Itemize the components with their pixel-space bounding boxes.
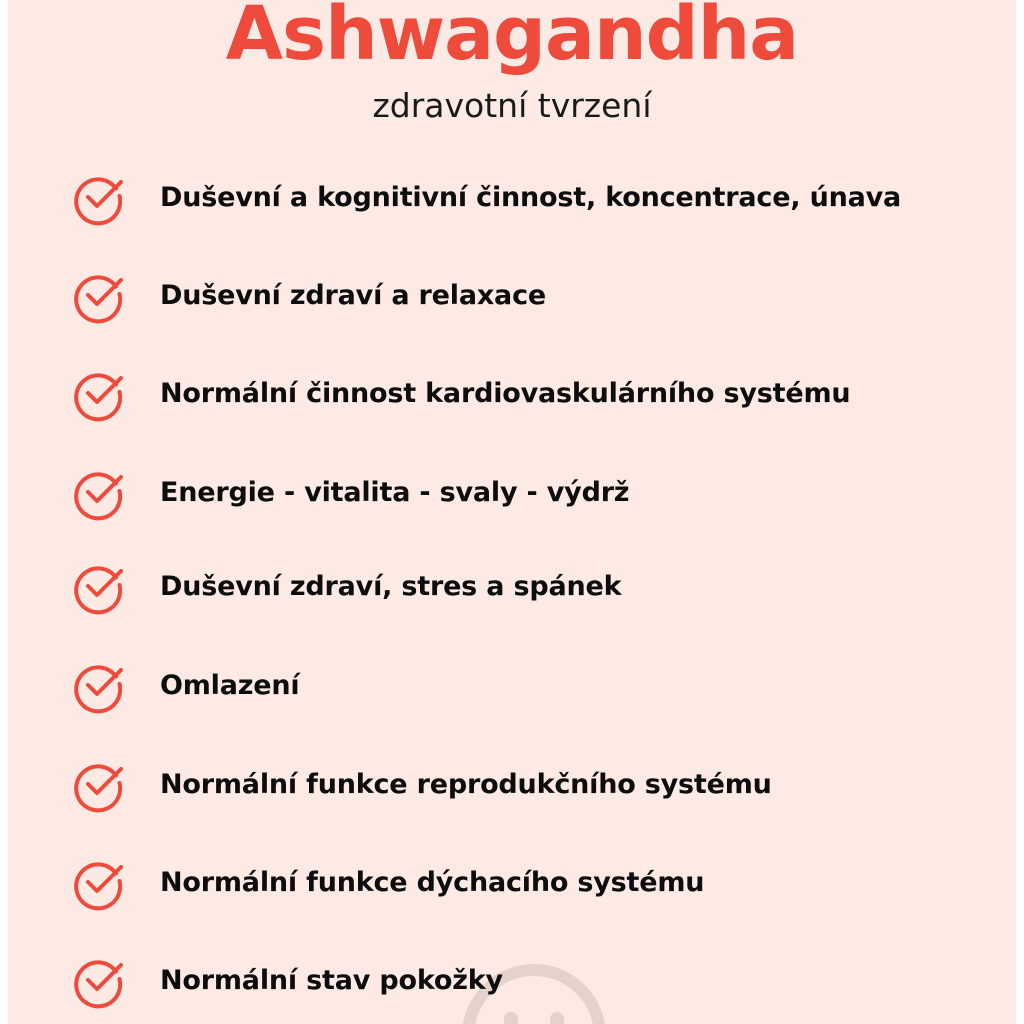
check-circle-icon (70, 170, 126, 226)
check-circle-icon (70, 953, 126, 1009)
check-circle-icon (70, 268, 126, 324)
claim-item (8, 757, 1016, 817)
claim-label: Normální stav pokožky (160, 965, 503, 996)
page-title: Ashwagandha (225, 0, 799, 77)
claim-label: Normální funkce dýchacího systému (160, 867, 705, 898)
claim-item (8, 170, 1016, 230)
claim-item (8, 953, 1016, 1013)
claim-item (8, 268, 1016, 328)
infographic-card (8, 0, 1016, 1024)
claim-label: Duševní a kognitivní činnost, koncentrace, únava (160, 182, 902, 213)
claim-label: Normální funkce reprodukčního systému (160, 769, 772, 800)
claim-label: Omlazení (160, 670, 300, 701)
claim-item (8, 658, 1016, 718)
check-circle-icon (70, 757, 126, 813)
check-circle-icon (70, 465, 126, 521)
claim-item (8, 559, 1016, 619)
claim-item (8, 366, 1016, 426)
claim-item (8, 465, 1016, 525)
claim-label: Duševní zdraví, stres a spánek (160, 571, 622, 602)
check-circle-icon (70, 366, 126, 422)
check-circle-icon (70, 855, 126, 911)
check-circle-icon (70, 559, 126, 615)
claim-item (8, 855, 1016, 915)
page-subtitle: zdravotní tvrzení (372, 86, 652, 125)
claim-label: Normální činnost kardiovaskulárního systému (160, 378, 851, 409)
claim-label: Energie - vitalita - svaly - výdrž (160, 477, 630, 508)
claim-label: Duševní zdraví a relaxace (160, 280, 546, 311)
check-circle-icon (70, 658, 126, 714)
